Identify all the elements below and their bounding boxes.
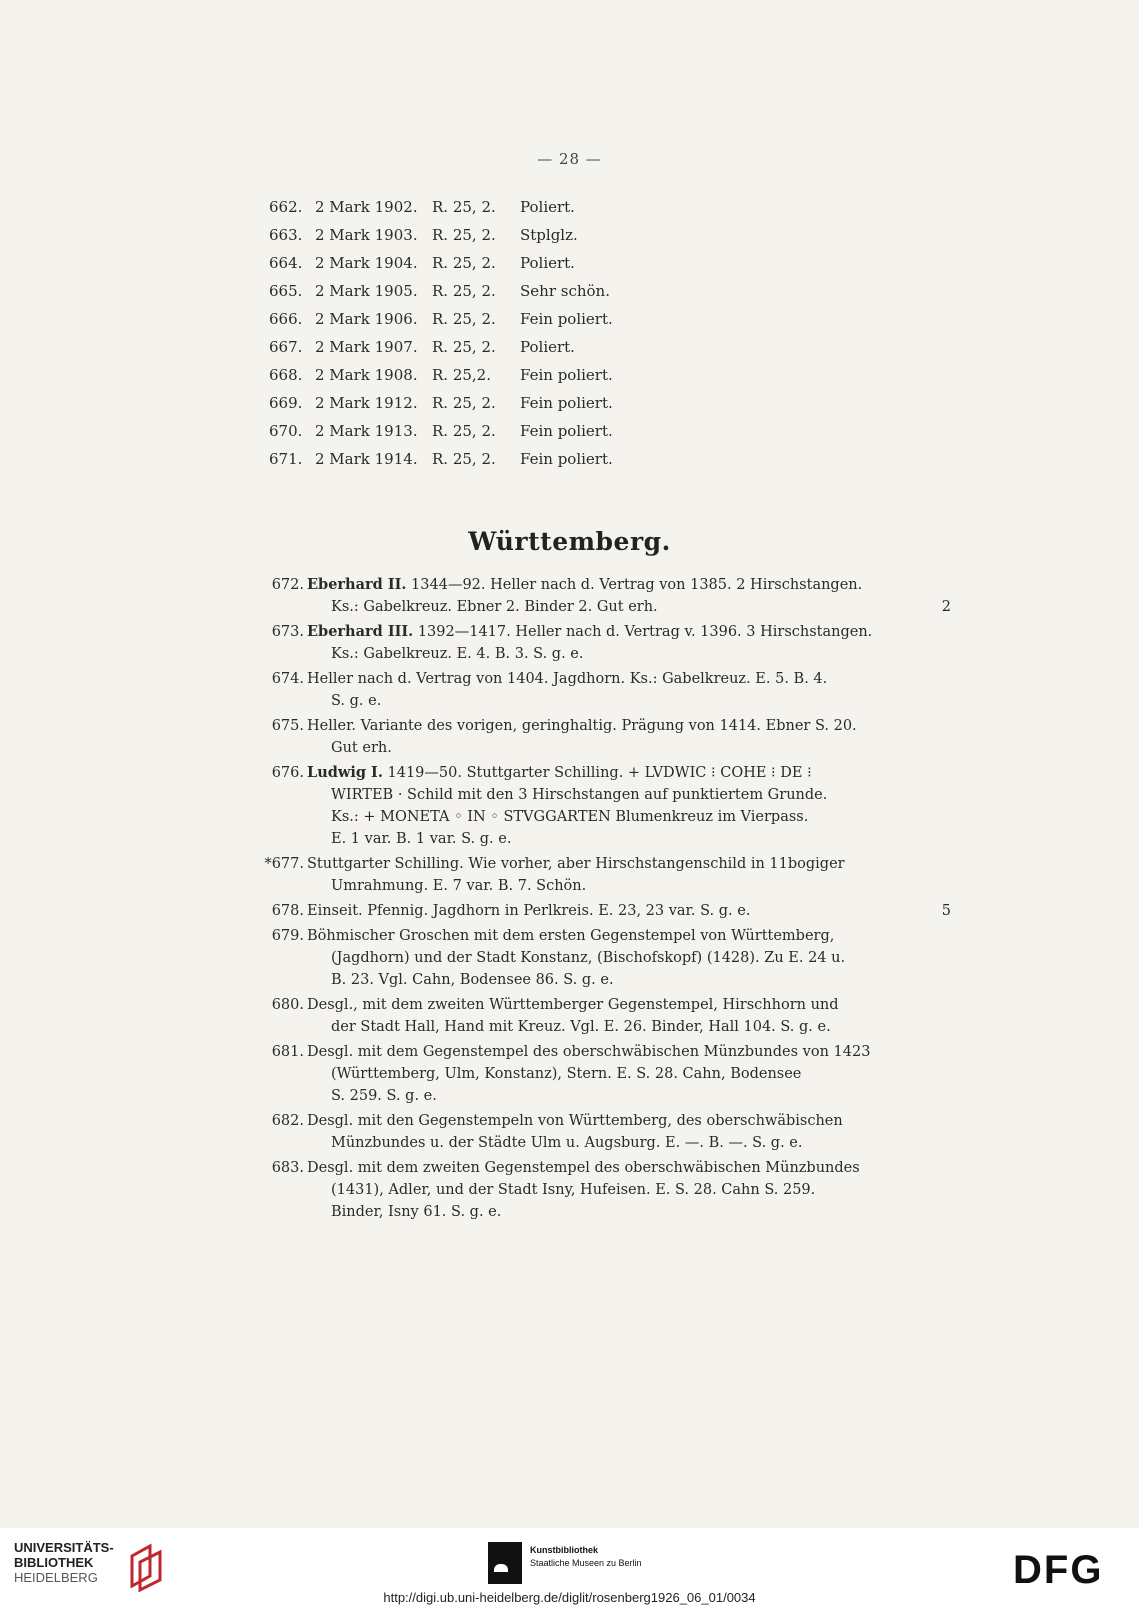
catalog-entry: 678. Einseit. Pfennig. Jagdhorn in Perlkreis. E. 23, 23 var. S. g. e. 5 xyxy=(260,900,951,922)
catalog-entry: 675. Heller. Variante des vorigen, geringhaltig. Prägung von 1414. Ebner S. 20. Gut erh. xyxy=(271,718,857,756)
section-heading: Württemberg. xyxy=(468,527,671,556)
catalog-entries xyxy=(260,574,951,1226)
list-item: 663. 2 Mark 1903. R. 25, 2. Stplglz. xyxy=(269,226,578,244)
catalog-entry: 683. Desgl. mit dem zweiten Gegenstempel des oberschwäbischen Münzbundes (1431), Adler, und der Stadt Isny, Hufeisen. E. S. 28. Cahn S. 259. Binder, Isny 61. S. g. e. xyxy=(271,1160,860,1220)
list-item: 667. 2 Mark 1907. R. 25, 2. Poliert. xyxy=(269,338,575,356)
catalog-entry: 681. Desgl. mit dem Gegenstempel des oberschwäbischen Münzbundes von 1423 (Württemberg, Ulm, Konstanz), Stern. E. S. 28. Cahn, Bodensee S. 259. S. g. e. xyxy=(271,1044,871,1104)
list-item: 668. 2 Mark 1908. R. 25,2. Fein poliert. xyxy=(269,366,613,384)
list-item: 662. 2 Mark 1902. R. 25, 2. Poliert. xyxy=(269,198,575,216)
kunstbibliothek-emblem-icon xyxy=(488,1542,522,1584)
page-number: — 28 — xyxy=(537,150,602,168)
list-item: 665. 2 Mark 1905. R. 25, 2. Sehr schön. xyxy=(269,282,610,300)
source-url[interactable]: http://digi.ub.uni-heidelberg.de/diglit/rosenberg1926_06_01/0034 xyxy=(383,1590,756,1605)
catalog-entry: 682. Desgl. mit den Gegenstempeln von Württemberg, des oberschwäbischen Münzbundes u. der Städte Ulm u. Augsburg. E. —. B. —. S. g. e. xyxy=(271,1113,843,1151)
price: 2 xyxy=(941,599,951,615)
kb-line-1: Kunstbibliothek xyxy=(530,1545,598,1555)
list-item: 666. 2 Mark 1906. R. 25, 2. Fein poliert. xyxy=(269,310,613,328)
ub-emblem-icon xyxy=(126,1542,170,1592)
catalog-entry: *677. Stuttgarter Schilling. Wie vorher, aber Hirschstangenschild in 11bogiger Umrahmung. E. 7 var. B. 7. Schön. xyxy=(264,856,845,894)
list-item: 669. 2 Mark 1912. R. 25, 2. Fein poliert. xyxy=(269,394,613,412)
simple-coin-list xyxy=(269,196,613,476)
ub-line-3: HEIDELBERG xyxy=(14,1570,98,1585)
catalog-entry: 676. Ludwig I. 1419—50. Stuttgarter Schilling. + LVDWIC ⁝ COHE ⁝ DE ⁝ WIRTEB · Schild mit den 3 Hirschstangen auf punktiertem Grunde. Ks.: + MONETA ◦ IN ◦ STVGGARTEN Blumenkreuz im Vierpass. E. 1 var. B. 1 var. S. g. e. xyxy=(271,764,828,847)
kb-line-2: Staatliche Museen zu Berlin xyxy=(530,1558,642,1568)
catalog-entry: 680. Desgl., mit dem zweiten Württemberger Gegenstempel, Hirschhorn und der Stadt Hall, Hand mit Kreuz. Vgl. E. 26. Binder, Hall 104. S. g. e. xyxy=(271,997,839,1035)
ub-line-2: BIBLIOTHEK xyxy=(14,1555,94,1570)
kunstbibliothek-logo[interactable] xyxy=(488,1542,708,1586)
catalog-entry: 672. Eberhard II. 1344—92. Heller nach d. Vertrag von 1385. 2 Hirschstangen. Ks.: Gabelkreuz. Ebner 2. Binder 2. Gut erh. 2 xyxy=(260,574,951,618)
catalog-entry: 679. Böhmischer Groschen mit dem ersten Gegenstempel von Württemberg, (Jagdhorn) und der Stadt Konstanz, (Bischofskopf) (1428). Zu E. 24 u. B. 23. Vgl. Cahn, Bodensee 86. S. g. e. xyxy=(271,928,846,988)
ub-heidelberg-logo[interactable] xyxy=(14,1540,164,1596)
dfg-logo[interactable]: DFG xyxy=(1013,1548,1104,1592)
price: 5 xyxy=(941,903,951,919)
ub-line-1: UNIVERSITÄTS- xyxy=(14,1540,114,1555)
catalog-entry: 673. Eberhard III. 1392—1417. Heller nach d. Vertrag v. 1396. 3 Hirschstangen. Ks.: Gabelkreuz. E. 4. B. 3. S. g. e. xyxy=(271,623,873,662)
list-item: 670. 2 Mark 1913. R. 25, 2. Fein poliert. xyxy=(269,422,613,440)
list-item: 671. 2 Mark 1914. R. 25, 2. Fein poliert. xyxy=(269,450,613,468)
catalog-entry: 674. Heller nach d. Vertrag von 1404. Jagdhorn. Ks.: Gabelkreuz. E. 5. B. 4. S. g. e. xyxy=(271,671,828,709)
list-item: 664. 2 Mark 1904. R. 25, 2. Poliert. xyxy=(269,254,575,272)
